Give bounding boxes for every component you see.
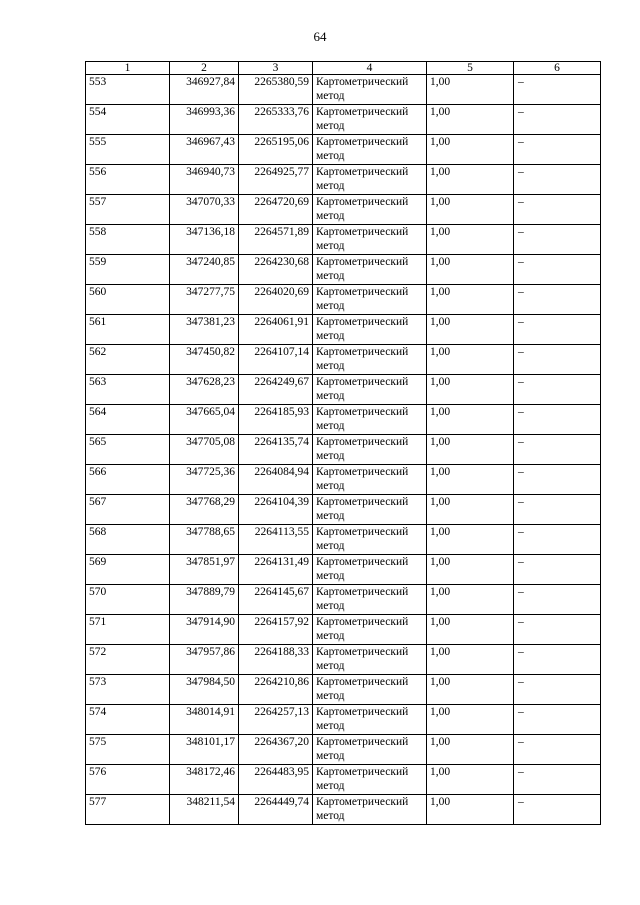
x-coordinate-cell: 348172,46: [170, 765, 239, 795]
table-row: [86, 255, 601, 285]
x-coordinate-cell: 347705,08: [170, 435, 239, 465]
accuracy-cell: 1,00: [427, 705, 514, 735]
method-cell: Картометрический метод: [313, 465, 427, 495]
accuracy-cell: 1,00: [427, 105, 514, 135]
y-coordinate-cell: 2264449,74: [239, 795, 313, 825]
y-coordinate-cell: 2264571,89: [239, 225, 313, 255]
method-cell: Картометрический метод: [313, 405, 427, 435]
table-row: [86, 615, 601, 645]
x-coordinate-cell: 346927,84: [170, 75, 239, 105]
y-coordinate-cell: 2264020,69: [239, 285, 313, 315]
accuracy-cell: 1,00: [427, 135, 514, 165]
y-coordinate-cell: 2264230,68: [239, 255, 313, 285]
method-cell: Картометрический метод: [313, 255, 427, 285]
method-cell: Картометрический метод: [313, 765, 427, 795]
y-coordinate-cell: 2264185,93: [239, 405, 313, 435]
note-cell: –: [514, 255, 601, 285]
note-cell: –: [514, 735, 601, 765]
column-header-5: 5: [427, 62, 514, 75]
y-coordinate-cell: 2264720,69: [239, 195, 313, 225]
note-cell: –: [514, 795, 601, 825]
point-number-cell: 569: [86, 555, 170, 585]
accuracy-cell: 1,00: [427, 675, 514, 705]
note-cell: –: [514, 195, 601, 225]
note-cell: –: [514, 375, 601, 405]
point-number-cell: 554: [86, 105, 170, 135]
note-cell: –: [514, 225, 601, 255]
x-coordinate-cell: 347768,29: [170, 495, 239, 525]
table-row: [86, 675, 601, 705]
accuracy-cell: 1,00: [427, 795, 514, 825]
table-row: [86, 105, 601, 135]
table-row: [86, 435, 601, 465]
column-header-6: 6: [514, 62, 601, 75]
point-number-cell: 556: [86, 165, 170, 195]
note-cell: –: [514, 645, 601, 675]
note-cell: –: [514, 165, 601, 195]
y-coordinate-cell: 2265333,76: [239, 105, 313, 135]
method-cell: Картометрический метод: [313, 735, 427, 765]
column-header-3: 3: [239, 62, 313, 75]
y-coordinate-cell: 2264131,49: [239, 555, 313, 585]
x-coordinate-cell: 347450,82: [170, 345, 239, 375]
point-number-cell: 571: [86, 615, 170, 645]
x-coordinate-cell: 347788,65: [170, 525, 239, 555]
x-coordinate-cell: 347277,75: [170, 285, 239, 315]
method-cell: Картометрический метод: [313, 495, 427, 525]
x-coordinate-cell: 348014,91: [170, 705, 239, 735]
accuracy-cell: 1,00: [427, 645, 514, 675]
accuracy-cell: 1,00: [427, 315, 514, 345]
point-number-cell: 568: [86, 525, 170, 555]
table-row: [86, 795, 601, 825]
table-row: [86, 585, 601, 615]
method-cell: Картометрический метод: [313, 705, 427, 735]
method-cell: Картометрический метод: [313, 645, 427, 675]
method-cell: Картометрический метод: [313, 285, 427, 315]
note-cell: –: [514, 75, 601, 105]
method-cell: Картометрический метод: [313, 105, 427, 135]
table-row: [86, 165, 601, 195]
x-coordinate-cell: 347240,85: [170, 255, 239, 285]
point-number-cell: 570: [86, 585, 170, 615]
note-cell: –: [514, 285, 601, 315]
accuracy-cell: 1,00: [427, 765, 514, 795]
accuracy-cell: 1,00: [427, 555, 514, 585]
table-row: [86, 135, 601, 165]
point-number-cell: 573: [86, 675, 170, 705]
point-number-cell: 560: [86, 285, 170, 315]
y-coordinate-cell: 2264145,67: [239, 585, 313, 615]
point-number-cell: 557: [86, 195, 170, 225]
y-coordinate-cell: 2264135,74: [239, 435, 313, 465]
accuracy-cell: 1,00: [427, 285, 514, 315]
point-number-cell: 563: [86, 375, 170, 405]
accuracy-cell: 1,00: [427, 165, 514, 195]
column-header-2: 2: [170, 62, 239, 75]
note-cell: –: [514, 315, 601, 345]
method-cell: Картометрический метод: [313, 75, 427, 105]
column-header-4: 4: [313, 62, 427, 75]
column-header-1: 1: [86, 62, 170, 75]
accuracy-cell: 1,00: [427, 615, 514, 645]
y-coordinate-cell: 2265195,06: [239, 135, 313, 165]
accuracy-cell: 1,00: [427, 225, 514, 255]
accuracy-cell: 1,00: [427, 465, 514, 495]
table-header: [86, 62, 601, 75]
table-row: [86, 75, 601, 105]
y-coordinate-cell: 2264257,13: [239, 705, 313, 735]
note-cell: –: [514, 495, 601, 525]
y-coordinate-cell: 2264157,92: [239, 615, 313, 645]
point-number-cell: 577: [86, 795, 170, 825]
point-number-cell: 576: [86, 765, 170, 795]
x-coordinate-cell: 347984,50: [170, 675, 239, 705]
method-cell: Картометрический метод: [313, 225, 427, 255]
note-cell: –: [514, 135, 601, 165]
page-number: 64: [313, 29, 327, 44]
x-coordinate-cell: 346993,36: [170, 105, 239, 135]
x-coordinate-cell: 347889,79: [170, 585, 239, 615]
point-number-cell: 564: [86, 405, 170, 435]
method-cell: Картометрический метод: [313, 795, 427, 825]
point-number-cell: 567: [86, 495, 170, 525]
x-coordinate-cell: 347914,90: [170, 615, 239, 645]
accuracy-cell: 1,00: [427, 585, 514, 615]
point-number-cell: 574: [86, 705, 170, 735]
accuracy-cell: 1,00: [427, 405, 514, 435]
point-number-cell: 565: [86, 435, 170, 465]
method-cell: Картометрический метод: [313, 615, 427, 645]
accuracy-cell: 1,00: [427, 195, 514, 225]
note-cell: –: [514, 525, 601, 555]
table-row: [86, 285, 601, 315]
table-row: [86, 345, 601, 375]
accuracy-cell: 1,00: [427, 75, 514, 105]
x-coordinate-cell: 346940,73: [170, 165, 239, 195]
note-cell: –: [514, 345, 601, 375]
point-number-cell: 561: [86, 315, 170, 345]
accuracy-cell: 1,00: [427, 525, 514, 555]
method-cell: Картометрический метод: [313, 165, 427, 195]
table-row: [86, 705, 601, 735]
point-number-cell: 562: [86, 345, 170, 375]
table-row: [86, 555, 601, 585]
note-cell: –: [514, 405, 601, 435]
x-coordinate-cell: 347957,86: [170, 645, 239, 675]
table-row: [86, 375, 601, 405]
y-coordinate-cell: 2264113,55: [239, 525, 313, 555]
table-row: [86, 405, 601, 435]
table-row: [86, 465, 601, 495]
y-coordinate-cell: 2264188,33: [239, 645, 313, 675]
method-cell: Картометрический метод: [313, 135, 427, 165]
note-cell: –: [514, 765, 601, 795]
note-cell: –: [514, 105, 601, 135]
method-cell: Картометрический метод: [313, 585, 427, 615]
note-cell: –: [514, 585, 601, 615]
method-cell: Картометрический метод: [313, 345, 427, 375]
x-coordinate-cell: 347381,23: [170, 315, 239, 345]
y-coordinate-cell: 2265380,59: [239, 75, 313, 105]
table-row: [86, 645, 601, 675]
table-row: [86, 495, 601, 525]
x-coordinate-cell: 347725,36: [170, 465, 239, 495]
x-coordinate-cell: 348101,17: [170, 735, 239, 765]
table-row: [86, 525, 601, 555]
y-coordinate-cell: 2264249,67: [239, 375, 313, 405]
note-cell: –: [514, 465, 601, 495]
point-number-cell: 559: [86, 255, 170, 285]
table-row: [86, 195, 601, 225]
point-number-cell: 555: [86, 135, 170, 165]
coordinates-table: [85, 61, 601, 825]
y-coordinate-cell: 2264107,14: [239, 345, 313, 375]
table-row: [86, 735, 601, 765]
point-number-cell: 572: [86, 645, 170, 675]
method-cell: Картометрический метод: [313, 375, 427, 405]
y-coordinate-cell: 2264483,95: [239, 765, 313, 795]
method-cell: Картометрический метод: [313, 555, 427, 585]
point-number-cell: 566: [86, 465, 170, 495]
accuracy-cell: 1,00: [427, 375, 514, 405]
method-cell: Картометрический метод: [313, 195, 427, 225]
note-cell: –: [514, 615, 601, 645]
table-row: [86, 765, 601, 795]
point-number-cell: 575: [86, 735, 170, 765]
accuracy-cell: 1,00: [427, 435, 514, 465]
method-cell: Картометрический метод: [313, 675, 427, 705]
table-row: [86, 315, 601, 345]
x-coordinate-cell: 347665,04: [170, 405, 239, 435]
y-coordinate-cell: 2264084,94: [239, 465, 313, 495]
accuracy-cell: 1,00: [427, 255, 514, 285]
table-body: [86, 75, 601, 825]
x-coordinate-cell: 347628,23: [170, 375, 239, 405]
accuracy-cell: 1,00: [427, 495, 514, 525]
note-cell: –: [514, 435, 601, 465]
note-cell: –: [514, 555, 601, 585]
y-coordinate-cell: 2264061,91: [239, 315, 313, 345]
x-coordinate-cell: 346967,43: [170, 135, 239, 165]
method-cell: Картометрический метод: [313, 435, 427, 465]
x-coordinate-cell: 347136,18: [170, 225, 239, 255]
note-cell: –: [514, 705, 601, 735]
method-cell: Картометрический метод: [313, 315, 427, 345]
accuracy-cell: 1,00: [427, 345, 514, 375]
x-coordinate-cell: 348211,54: [170, 795, 239, 825]
point-number-cell: 558: [86, 225, 170, 255]
y-coordinate-cell: 2264210,86: [239, 675, 313, 705]
method-cell: Картометрический метод: [313, 525, 427, 555]
header-row: [86, 62, 601, 75]
y-coordinate-cell: 2264925,77: [239, 165, 313, 195]
y-coordinate-cell: 2264367,20: [239, 735, 313, 765]
x-coordinate-cell: 347851,97: [170, 555, 239, 585]
x-coordinate-cell: 347070,33: [170, 195, 239, 225]
point-number-cell: 553: [86, 75, 170, 105]
note-cell: –: [514, 675, 601, 705]
table-row: [86, 225, 601, 255]
y-coordinate-cell: 2264104,39: [239, 495, 313, 525]
accuracy-cell: 1,00: [427, 735, 514, 765]
